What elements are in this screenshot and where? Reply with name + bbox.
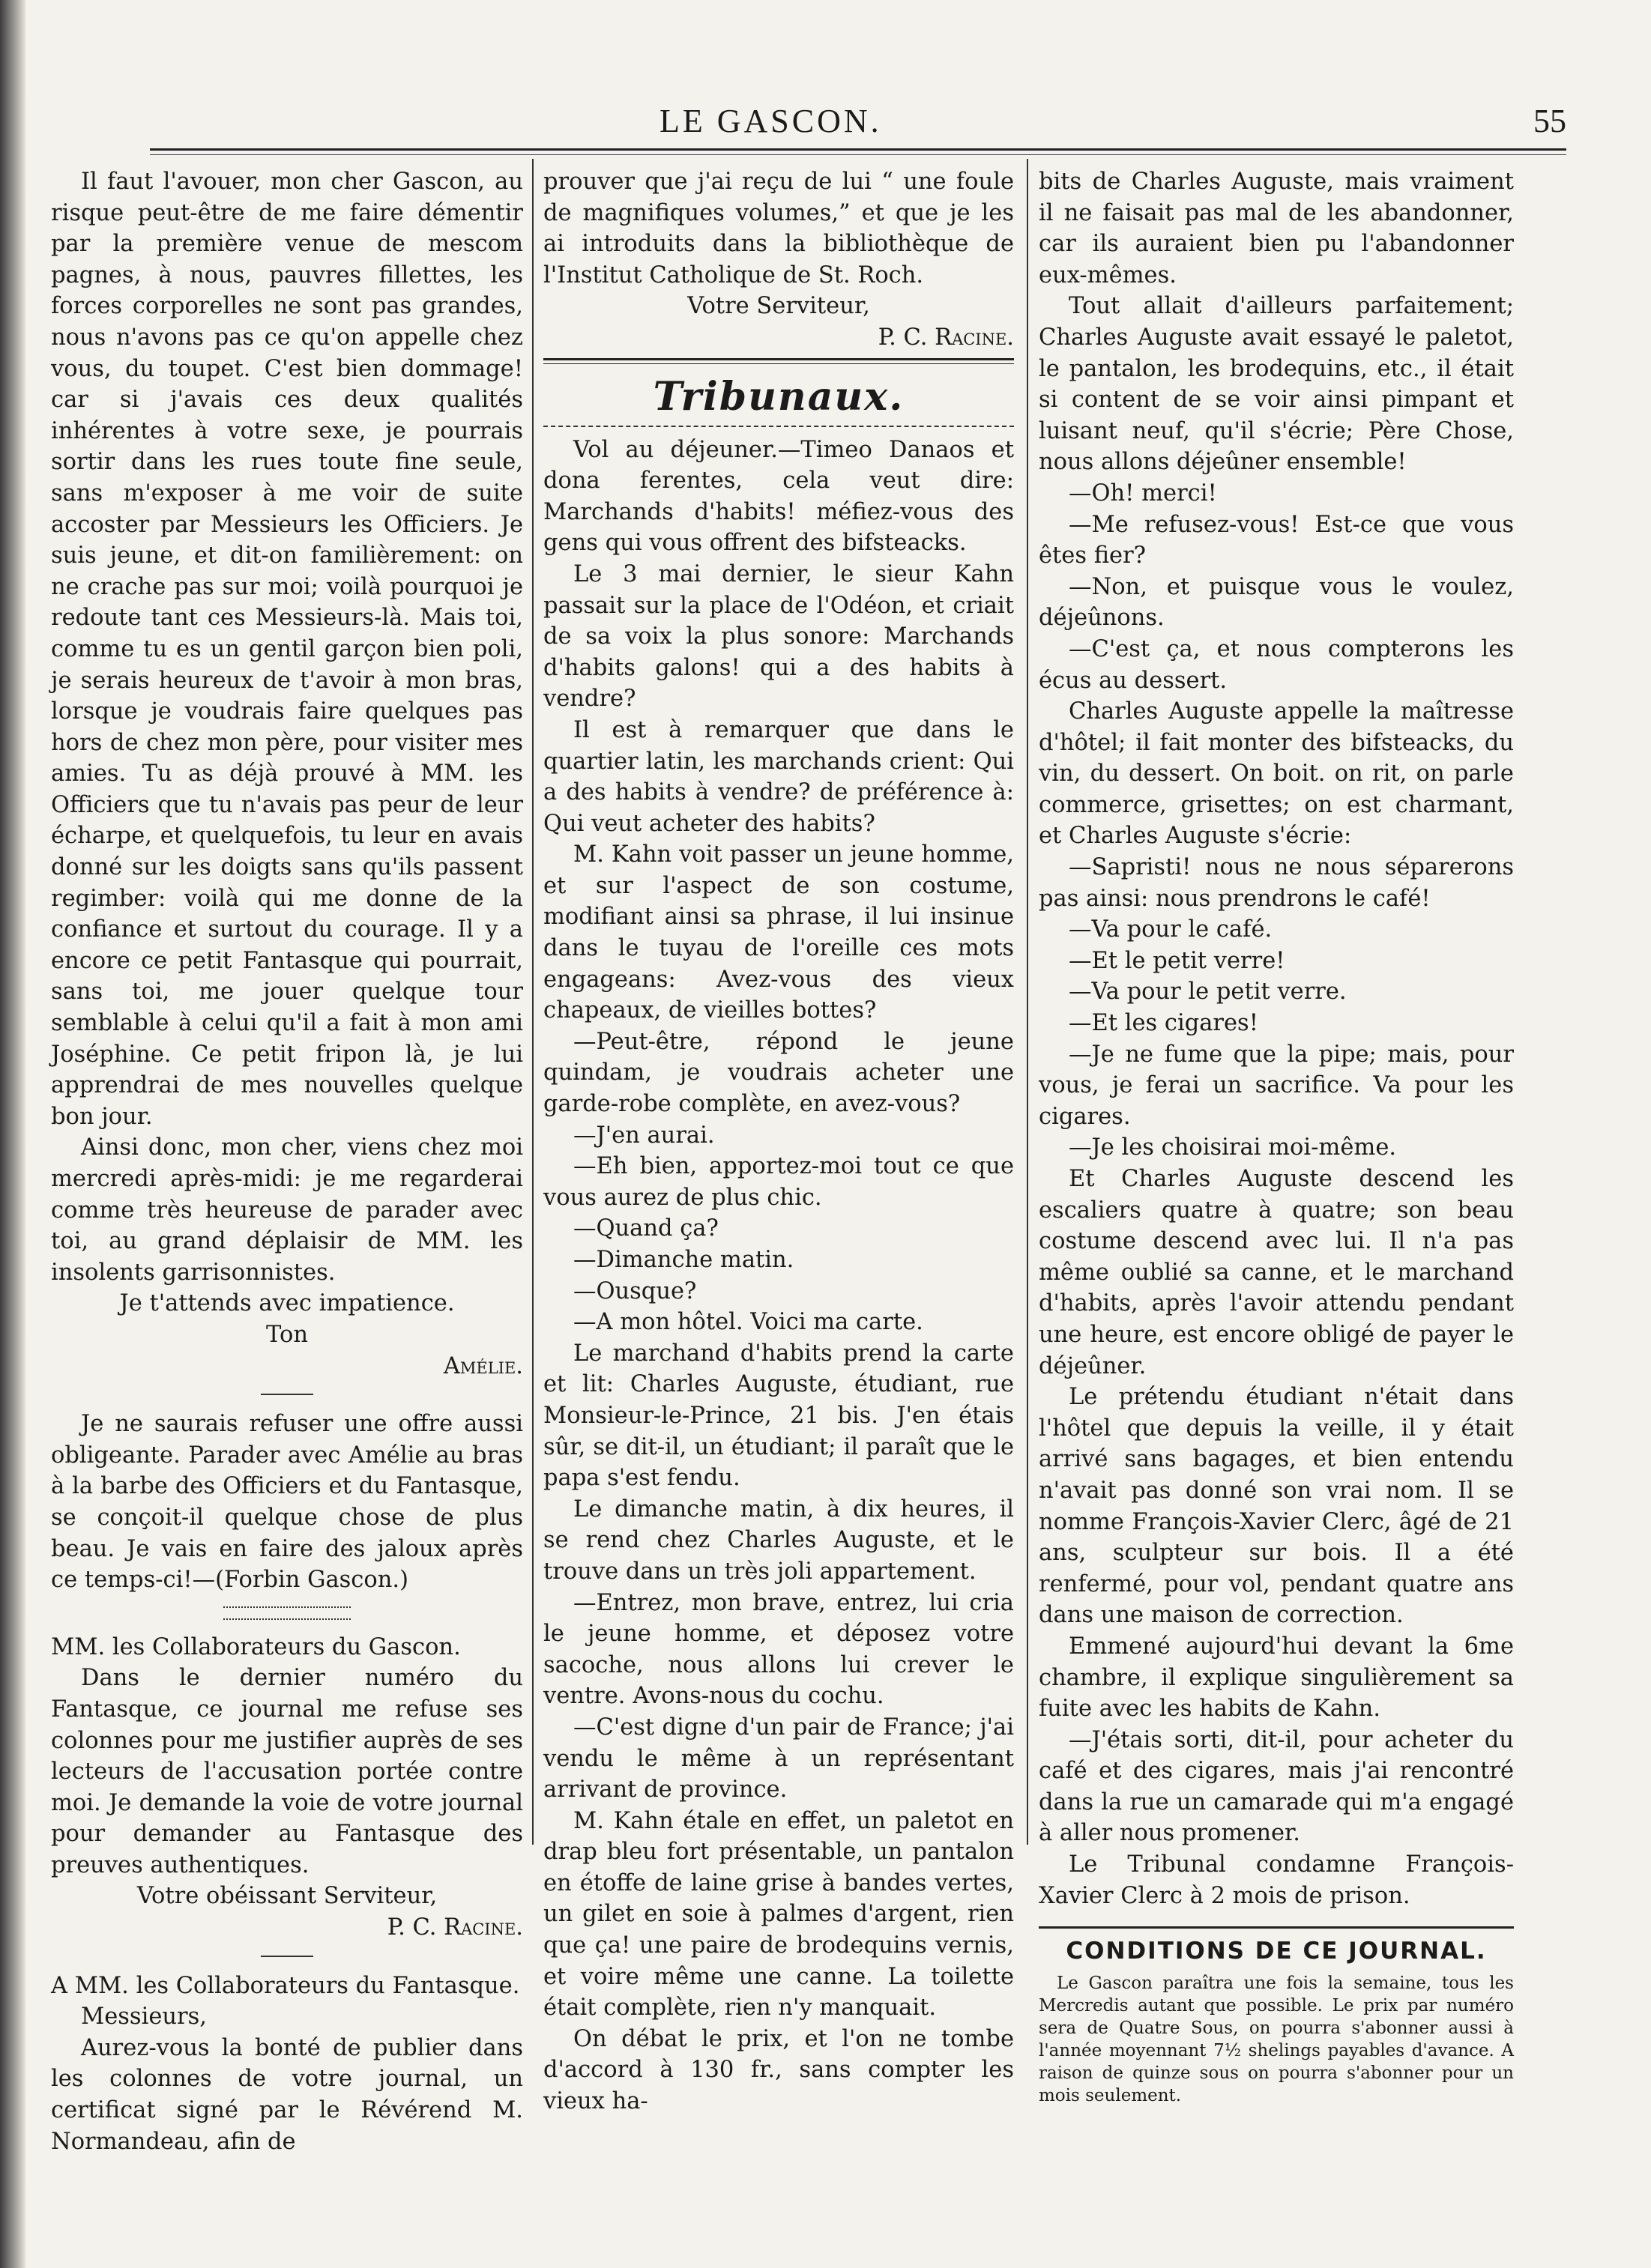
column-2	[543, 166, 1014, 2117]
article-paragraph: Le dimanche matin, à dix heures, il se rend chez Charles Auguste, et le trouve dans un très joli appartement.	[543, 1496, 1014, 1585]
letter-closing: Votre Serviteur,	[687, 293, 870, 320]
letter-paragraph: prouver que j'ai reçu de lui “ une foule de magnifiques volumes,” et que je les ai introduits dans la bibliothèque de l'Institut Catholique de St. Roch.	[543, 169, 1014, 288]
article-paragraph: —Je ne fume que la pipe; mais, pour vous, je ferai un sacrifice. Va pour les cigares.	[1039, 1041, 1514, 1130]
header-rule-thin	[150, 154, 1566, 155]
letter-paragraph: Aurez-vous la bonté de publier dans les colonnes de votre journal, un certificat signé par le Révérend M. Normandeau, afin de	[51, 2034, 523, 2155]
article-paragraph: Vol au déjeuner.—Timeo Danaos et dona ferentes, cela veut dire: Marchands d'habits! méfiez-vous des gens qui vous offrent des bifsteacks.	[543, 436, 1014, 557]
letter-address: A MM. les Collaborateurs du Fantasque.	[51, 1972, 520, 1999]
article-paragraph: Tout allait d'ailleurs parfaitement; Charles Auguste avait essayé le paletot, le pantalon, les brodequins, etc., il était si content de se voir ainsi pimpant et luisant neuf, qu'il s'écrie; Père Chose, nous allons déjeûner ensemble!	[1039, 293, 1514, 476]
column-1	[51, 166, 523, 2157]
article-paragraph: —A mon hôtel. Voici ma carte.	[573, 1309, 923, 1336]
article-paragraph: —J'en aurai.	[573, 1122, 715, 1149]
article-paragraph: —Ousque?	[573, 1277, 697, 1304]
article-paragraph: M. Kahn voit passer un jeune homme, et sur l'aspect de son costume, modifiant ainsi sa phrase, il lui insinue dans le tuyau de l'oreille ces mots engageans: Avez-vous des vieux chapeaux, de vieilles bottes?	[543, 841, 1014, 1024]
article-paragraph: bits de Charles Auguste, mais vraiment il ne faisait pas mal de les abandonner, car ils auraient bien pu l'abandonner eux-mêmes.	[1039, 169, 1514, 288]
article-paragraph: —Je les choisirai moi-même.	[1069, 1134, 1397, 1161]
conditions-title: CONDITIONS DE CE JOURNAL.	[1066, 1938, 1487, 1965]
page-number: 55	[1533, 103, 1566, 139]
ornamental-separator	[223, 1606, 351, 1620]
article-paragraph: Le marchand d'habits prend la carte et lit: Charles Auguste, étudiant, rue Monsieur-le-Prince, 21 bis. J'en étais sûr, se dit-il, un étudiant; il paraît que le papa s'est fendu.	[543, 1340, 1014, 1492]
article-paragraph: —C'est digne d'un pair de France; j'ai vendu le même à un représentant arrivant de province.	[543, 1714, 1014, 1803]
letter-address: MM. les Collaborateurs du Gascon.	[51, 1633, 461, 1660]
article-paragraph: —Oh! merci!	[1069, 480, 1217, 506]
article-paragraph: —Peut-être, répond le jeune quindam, je voudrais acheter une garde-robe complète, en avez-vous?	[543, 1028, 1014, 1118]
letter-salutation: Messieurs,	[81, 2004, 207, 2030]
signature-amelie: Amélie.	[443, 1352, 523, 1379]
article-paragraph: Le prétendu étudiant n'était dans l'hôtel que depuis la veille, il y était arrivé sans bagages, et bien entendu n'avait pas donné son vrai nom. Il se nomme François-Xavier Clerc, âgé de 21 ans, sculpteur sur bois. Il a été renfermé, pour vol, pendant quatre ans dans une maison de correction.	[1039, 1384, 1514, 1629]
article-paragraph: —Me refusez-vous! Est-ce que vous êtes fier?	[1039, 511, 1514, 569]
conditions-box	[1039, 1926, 1514, 2107]
letter-closing: Je t'attends avec impatience.	[119, 1290, 455, 1317]
article-paragraph: M. Kahn étale en effet, un paletot en drap bleu fort présentable, un pantalon en étoffe de laine grise à bandes vertes, un gilet en soie à palmes d'argent, rien que ça! une paire de brodequins vernis, et voire même une canne. La toilette était complète, rien n'y manquait.	[543, 1807, 1014, 2021]
article-paragraph: —Va pour le café.	[1069, 916, 1273, 943]
article-paragraph: —Dimanche matin.	[573, 1247, 794, 1273]
article-paragraph: Le Tribunal condamne François-Xavier Clerc à 2 mois de prison.	[1039, 1851, 1514, 1909]
section-rule	[543, 358, 1014, 364]
article-paragraph: Il est à remarquer que dans le quartier latin, les marchands crient: Qui a des habits à vendre? de préférence à: Qui veut acheter des habits?	[543, 716, 1014, 837]
letter-paragraph: Il faut l'avouer, mon cher Gascon, au risque peut-être de me faire démentir par la première venue de mescom pagnes, à nous, pauvres fillettes, les forces corporelles ne sont pas grandes, nous n'avons pas ce qu'on appelle chez vous, du toupet. C'est bien dommage! car si j'avais ces deux qualités inhérentes à votre sexe, je pourrais sortir dans les rues toute fine seule, sans m'exposer à me voir de suite accoster par Messieurs les Officiers. Je suis jeune, et dit-on familièrement: on ne crache pas sur moi; voilà pourquoi je redoute tant ces Messieurs-là. Mais toi, comme tu es un gentil garçon bien poli, je serais heureux de t'avoir à mon bras, lorsque je voudrais faire quelques pas hors de chez mon père, pour visiter mes amies. Tu as déjà prouvé à MM. les Officiers que tu n'avais pas peur de leur écharpe, et quelquefois, tu leur en avais donné sur les doigts sans qu'ils passent regimber: voilà qui me donne de la confiance et surtout du courage. Il y a encore ce petit Fantasque qui pourrait, sans toi, me jouer quelque tour semblable à celui qu'il a fait à mon ami Joséphine. Ce petit fripon là, je lui apprendrai de mes nouvelles quelque bon jour.	[51, 169, 523, 1130]
article-paragraph: Emmené aujourd'hui devant la 6me chambre, il explique singulièrement sa fuite avec les habits de Kahn.	[1039, 1633, 1514, 1723]
header-rule	[150, 148, 1566, 151]
article-paragraph: Charles Auguste appelle la maîtresse d'hôtel; il fait monter des bifsteacks, du vin, du dessert. On boit. on rit, on parle commerce, grisettes; on est charmant, et Charles Auguste s'écrie:	[1039, 698, 1514, 850]
article-paragraph: —J'étais sorti, dit-il, pour acheter du café et des cigares, mais j'ai rencontré dans la rue un camarade qui m'a engagé à aller nous promener.	[1039, 1726, 1514, 1847]
letter-paragraph: Ainsi donc, mon cher, viens chez moi mercredi après-midi: je me regarderai comme très heureuse de parader avec toi, au grand déplaisir de MM. les insolents garrisonnistes.	[51, 1134, 523, 1286]
article-paragraph: —Non, et puisque vous le voulez, déjeûnons.	[1039, 573, 1514, 632]
newspaper-title: LE GASCON.	[660, 103, 882, 139]
article-paragraph: —C'est ça, et nous compterons les écus au dessert.	[1039, 635, 1514, 694]
article-paragraph: On débat le prix, et l'on ne tombe d'accord à 130 fr., sans compter les vieux ha-	[543, 2025, 1014, 2115]
page-binding-edge	[0, 0, 25, 2268]
column-divider-1	[532, 159, 534, 1845]
separator-rule	[261, 1956, 313, 1957]
section-title-tribunaux: Tribunaux.	[653, 373, 905, 420]
article-paragraph: —Et les cigares!	[1069, 1010, 1258, 1037]
article-paragraph: Le 3 mai dernier, le sieur Kahn passait sur la place de l'Odéon, et criait de sa voix la plus sonore: Marchands d'habits galons! qui a des habits à vendre?	[543, 560, 1014, 713]
article-paragraph: —Entrez, mon brave, entrez, lui cria le jeune homme, et déposez votre sacoche, nous allons lui crever le ventre. Avons-nous du cochu.	[543, 1589, 1014, 1710]
separator-rule	[261, 1394, 313, 1395]
section-underline	[543, 426, 1014, 427]
editor-reply: Je ne saurais refuser une offre aussi obligeante. Parader avec Amélie au bras à la barbe des Officiers et du Fantasque, se conçoit-il quelque chose de plus beau. Je vais en faire des jaloux après ce temps-ci!—(Forbin Gascon.)	[51, 1411, 523, 1594]
signature-racine: P. C. Racine.	[387, 1914, 523, 1941]
column-divider-2	[1027, 159, 1028, 1845]
article-paragraph: Et Charles Auguste descend les escaliers quatre à quatre; son beau costume descend avec lui. Il n'a pas même oublié sa canne, et le marchand d'habits, après l'avoir attendu pendant une heure, est encore obligé de payer le déjeûner.	[1039, 1166, 1514, 1379]
article-paragraph: —Va pour le petit verre.	[1069, 979, 1347, 1006]
column-3	[1039, 166, 1514, 2107]
article-paragraph: —Et le petit verre!	[1069, 947, 1285, 974]
letter-ton: Ton	[266, 1321, 308, 1348]
article-paragraph: —Sapristi! nous ne nous séparerons pas ainsi: nous prendrons le café!	[1039, 854, 1514, 912]
article-paragraph: —Quand ça?	[573, 1215, 719, 1242]
conditions-text: Le Gascon paraîtra une fois la semaine, tous les Mercredis autant que possible. Le prix par numéro sera de Quatre Sous, on pourra s'abonner aussi à l'année moyennant 7½ shelings payables d'avance. A raison de quinze sous on pourra s'abonner pour un mois seulement.	[1039, 1973, 1514, 2105]
article-paragraph: —Eh bien, apportez-moi tout ce que vous aurez de plus chic.	[543, 1153, 1014, 1211]
letter-paragraph: Dans le dernier numéro du Fantasque, ce journal me refuse ses colonnes pour me justifier auprès de ses lecteurs de l'accusation portée contre moi. Je demande la voie de votre journal pour demander au Fantasque des preuves authentiques.	[51, 1665, 523, 1878]
signature-racine: P. C. Racine.	[878, 324, 1014, 351]
letter-closing: Votre obéissant Serviteur,	[136, 1883, 438, 1910]
